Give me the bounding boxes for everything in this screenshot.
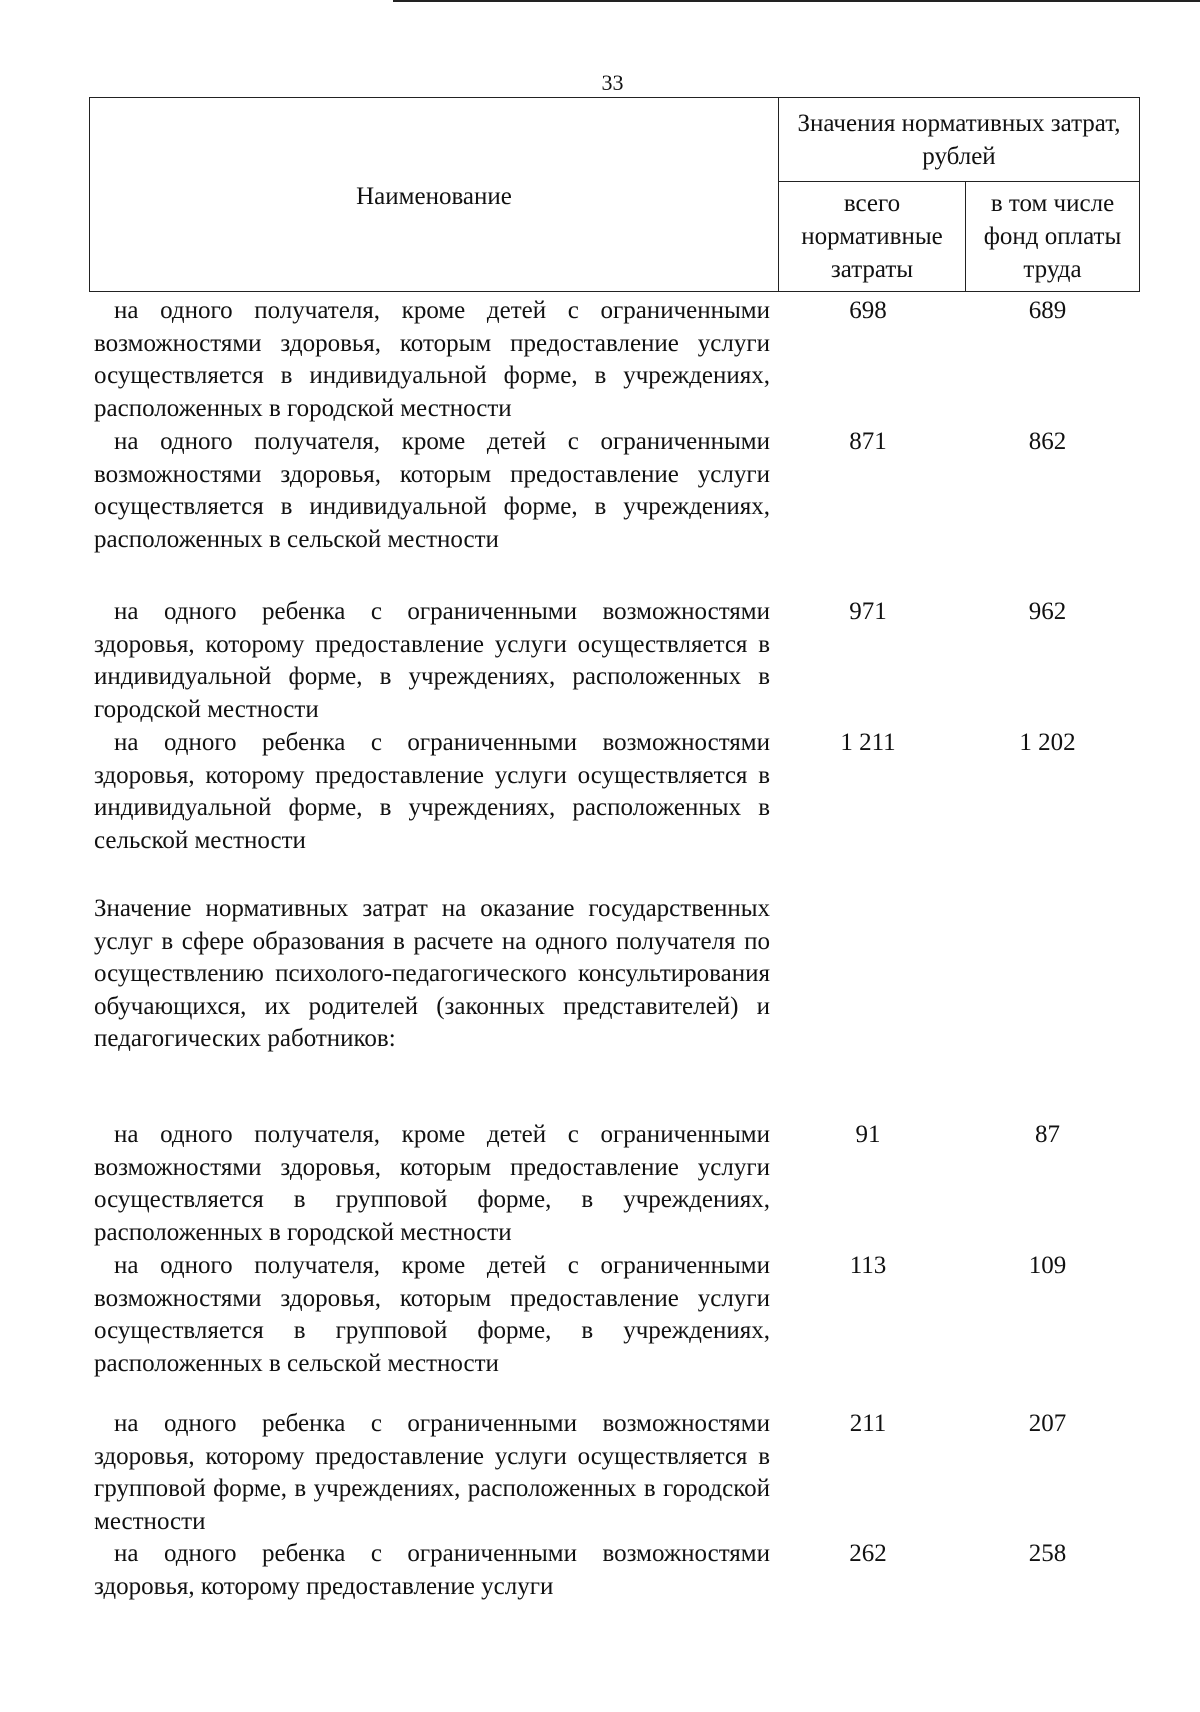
row-description: на одного получателя, кроме детей с ограниченными возможностями здоровья, которым предоставление услуги осуществляется в групповой форме, в учреждениях, расположенных в сельской местности	[94, 1252, 770, 1377]
row-total-value: 971	[849, 598, 887, 625]
row-wage-fund-value: 962	[1028, 598, 1067, 625]
row-total-value: 1 211	[840, 729, 896, 756]
table-row	[94, 1408, 1134, 1538]
row-description: на одного ребенка с ограниченными возможностями здоровья, которому предоставление услуги осуществляется в индивидуальной форме, в учреждениях, расположенных в сельской местности	[94, 729, 770, 854]
row-wage-fund-value: 862	[1028, 428, 1067, 455]
page-number: 33	[601, 70, 624, 95]
row-description: на одного ребенка с ограниченными возможностями здоровья, которому предоставление услуги осуществляется в индивидуальной форме, в учреждениях, расположенных в городской местности	[94, 598, 770, 723]
row-total-value: 211	[849, 1410, 887, 1437]
section-heading	[94, 893, 1134, 1056]
table-row	[94, 1119, 1134, 1249]
row-total-value: 698	[849, 297, 887, 324]
table-row	[94, 596, 1134, 726]
row-wage-fund-value: 689	[1028, 297, 1067, 324]
row-wage-fund-value: 1 202	[1019, 729, 1076, 756]
row-wage-fund-value: 258	[1028, 1540, 1067, 1567]
section-heading-text: Значение нормативных затрат на оказание государственных услуг в сфере образования в расчете на одного получателя по осуществлению психолого-педагогического консультирования обучающихся, их родителей (законных представителей) и педагогических работников:	[94, 895, 770, 1053]
row-wage-fund-value: 109	[1028, 1252, 1067, 1279]
row-total-value: 262	[849, 1540, 887, 1567]
row-description: на одного получателя, кроме детей с ограниченными возможностями здоровья, которым предоставление услуги осуществляется в индивидуальной форме, в учреждениях, расположенных в сельской местности	[94, 428, 770, 553]
table-row	[94, 426, 1134, 556]
header-wage-fund-column: в том числе фонд оплаты труда	[965, 181, 1140, 292]
table-row	[94, 727, 1134, 857]
header-name-column: Наименование	[89, 97, 779, 292]
row-total-value: 871	[849, 428, 887, 455]
row-description: на одного получателя, кроме детей с ограниченными возможностями здоровья, которым предоставление услуги осуществляется в индивидуальной форме, в учреждениях, расположенных в городской местности	[94, 297, 770, 422]
row-wage-fund-value: 87	[1035, 1121, 1060, 1148]
header-values-group: Значения нормативных затрат, рублей	[778, 97, 1140, 182]
row-description: на одного ребенка с ограниченными возможностями здоровья, которому предоставление услуги	[94, 1540, 770, 1600]
table-row	[94, 1250, 1134, 1380]
table-header	[89, 97, 1140, 292]
table-row	[94, 295, 1134, 425]
header-total-column: всего нормативные затраты	[778, 181, 966, 292]
row-description: на одного ребенка с ограниченными возможностями здоровья, которому предоставление услуги осуществляется в групповой форме, в учреждениях, расположенных в городской местности	[94, 1410, 770, 1535]
table-row	[94, 1538, 1134, 1603]
top-rule	[393, 0, 1200, 2]
row-wage-fund-value: 207	[1028, 1410, 1067, 1437]
row-total-value: 91	[855, 1121, 881, 1148]
row-total-value: 113	[849, 1252, 887, 1279]
row-description: на одного получателя, кроме детей с ограниченными возможностями здоровья, которым предоставление услуги осуществляется в групповой форме, в учреждениях, расположенных в городской местности	[94, 1121, 770, 1246]
